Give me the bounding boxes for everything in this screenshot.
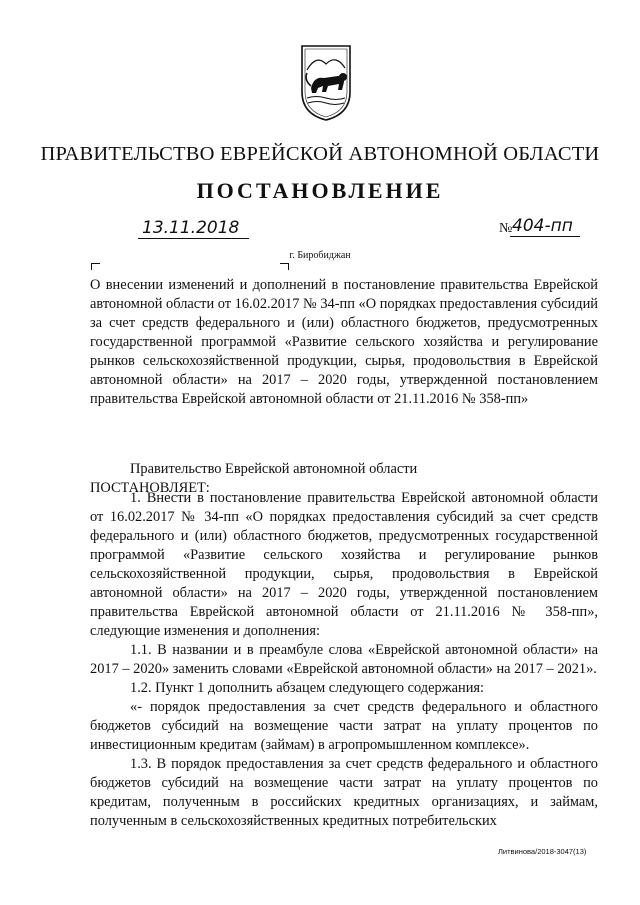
executor-footer: Литвинова/2018-3047(13) <box>498 847 587 856</box>
paragraph-1-1: 1.1. В названии и в преамбуле слова «Еврейской автономной области» на 2017 – 2020» заменить словами «Еврейской автономной области» на 2017 – 2021». <box>90 642 598 677</box>
government-name: ПРАВИТЕЛЬСТВО ЕВРЕЙСКОЙ АВТОНОМНОЙ ОБЛАСТИ <box>40 143 600 165</box>
paragraph-1-3: 1.3. В порядок предоставления за счет средств федерального и областного бюджетов субсидий на возмещение части затрат на уплату процентов по кредитам, полученным в российских кредитных организациях, и займам, полученным в сельскохозяйственных кредитных потребительских <box>90 756 598 829</box>
preamble-resolves: ПОСТАНОВЛЯЕТ: <box>90 480 210 496</box>
paragraph-1-2-quote: «- порядок предоставления за счет средств федерального и областного бюджетов субсидий на возмещение части затрат на уплату процентов по инвестиционным кредитам (займам) в агропромышленном комплексе». <box>90 699 598 753</box>
title-bracket-right <box>280 263 289 270</box>
decree-subject: О внесении изменений и дополнений в постановление правительства Еврейской автономной области от 16.02.2017 № 34-пп «О порядках предоставления субсидий за счет средств федерального и (или) областного бюджетов, предусмотренных государственной программой «Развитие сельского хозяйства и регулирование рынков сельскохозяйственной продукции, сырья, продовольствия в Еврейской автономной области» на 2017 – 2020 годы, утвержденной постановлением правительства Еврейской автономной области от 21.11.2016 № 358-пп» <box>90 277 599 407</box>
title-bracket-left <box>91 263 100 270</box>
coat-of-arms-icon <box>298 40 354 124</box>
decree-body <box>90 489 598 831</box>
decree-number: 404-пп <box>510 216 580 237</box>
tiger-head <box>339 73 347 81</box>
city-line: г. Биробиджан <box>289 250 351 261</box>
paragraph-1-2: 1.2. Пункт 1 дополнить абзацем следующего содержания: <box>130 680 485 696</box>
decree-date: 13.11.2018 <box>138 218 249 239</box>
document-type-title: ПОСТАНОВЛЕНИЕ <box>196 178 444 203</box>
preamble-government: Правительство Еврейской автономной области <box>130 461 418 477</box>
number-label: № <box>499 221 513 236</box>
paragraph-1: 1. Внести в постановление правительства Еврейской автономной области от 16.02.2017 № 34-пп «О порядках предоставления субсидий за счет средств федерального и (или) областного бюджетов, предусмотренных государственной программой «Развитие сельского хозяйства и регулирование рынков сельскохозяйственной продукции, сырья, продовольствия в Еврейской автономной области» на 2017 – 2020 годы, утвержденной постановлением правительства Еврейской автономной области от 21.11.2016 № 358-пп», следующие изменения и дополнения: <box>90 490 598 639</box>
